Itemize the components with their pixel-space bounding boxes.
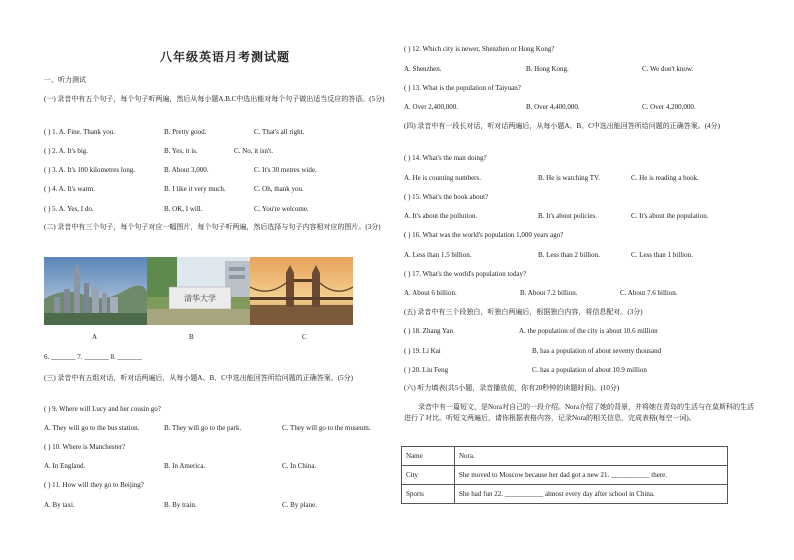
sign-text: 清华大学	[184, 294, 216, 303]
part3-instruction: (三) 录音中有五组对话，听对话两遍后，从每小题A、B、C中选出能回答所给问题的正确答案。(5分)	[44, 374, 353, 382]
caption-b: B	[189, 333, 194, 341]
nora-info-table	[401, 446, 728, 504]
row-value-sports: She had fun 22. ___________ almost every day after school in China.	[455, 485, 728, 504]
q12-option-b: B. Hong Kong.	[526, 65, 569, 73]
q15-stem: ( ) 15. What's the book about?	[404, 193, 489, 201]
caption-c: C	[302, 333, 307, 341]
part4-instruction: (四) 录音中有一段长对话，听对话两遍后，从每小题A、B、C中选出能回答所给问题的正确答案。(4分)	[404, 122, 720, 130]
q17-option-c: C. About 7.6 billion.	[620, 289, 678, 297]
q12-stem: ( ) 12. Which city is newer, Shenzhen or Hong Kong?	[404, 45, 555, 53]
q13-option-c: C. Over 4,200,000.	[642, 103, 696, 111]
row-value-city: She moved to Moscow because her dad got a new 21. ___________ there.	[455, 466, 728, 485]
match-option-a: A. the population of the city is about 10.6 million	[519, 327, 658, 335]
q16-option-a: A. Less than 1.5 billion.	[404, 251, 472, 259]
q2-option-c: C. No, it isn't.	[234, 147, 273, 155]
match-option-b: B. has a population of about seventy thousand	[532, 347, 662, 355]
row-label-sports: Sports	[402, 485, 455, 504]
q11-stem: ( ) 11. How will they go to Beijing?	[44, 481, 144, 489]
q4-stem: ( ) 4. A. It's warm.	[44, 185, 96, 193]
q19-name: ( ) 19. Li Kai	[404, 347, 441, 355]
table-row	[402, 447, 728, 466]
q11-option-a: A. By taxi.	[44, 501, 75, 509]
q14-option-c: C. He is reading a book.	[631, 174, 699, 182]
q16-option-b: B. Less than 2 billion.	[538, 251, 600, 259]
q5-stem: ( ) 5. A. Yes, I do.	[44, 205, 94, 213]
q14-option-a: A. He is counting numbers.	[404, 174, 481, 182]
q20-name: ( ) 20. Liu Feng	[404, 366, 449, 374]
q14-stem: ( ) 14. What's the man doing?	[404, 154, 487, 162]
q3-option-b: B. About 3,000.	[164, 166, 209, 174]
q12-option-a: A. Shenzhen.	[404, 65, 442, 73]
q10-option-c: C. In China.	[282, 462, 317, 470]
q11-option-c: C. By plane.	[282, 501, 317, 509]
q1-option-c: C. That's all right.	[254, 128, 305, 136]
q18-name: ( ) 18. Zhang Yan	[404, 327, 453, 335]
table-row	[402, 466, 728, 485]
match-option-c: C. has a population of about 10.9 million	[532, 366, 647, 374]
q12-option-c: C. We don't know.	[642, 65, 694, 73]
picture-c-tower-bridge	[250, 257, 353, 325]
part2-instruction: (二) 录音中有三个句子，每个句子对应一幅图片，每个句子听两遍，然后选择与句子内容相对应的图片。(3分)	[44, 223, 381, 231]
q15-option-b: B. It's about policies.	[538, 212, 598, 220]
caption-a: A	[92, 333, 98, 341]
q3-option-c: C. It's 30 metres wide.	[254, 166, 317, 174]
q9-option-b: B. They will go to the park.	[164, 424, 242, 432]
q15-option-a: A. It's about the pollution.	[404, 212, 478, 220]
q15-option-c: C. It's about the population.	[631, 212, 709, 220]
q9-option-a: A. They will go to the bus station.	[44, 424, 140, 432]
part6-instruction: (六) 听力填表(共5小题，录音播放前，你有20秒钟的读题时间)。(10分)	[404, 384, 620, 392]
q13-option-a: A. Over 2,400,000.	[404, 103, 459, 111]
q17-stem: ( ) 17. What's the world's population today?	[404, 270, 527, 278]
page-title: 八年级英语月考测试题	[160, 50, 291, 64]
q4-option-c: C. Oh, thank you.	[254, 185, 304, 193]
q11-option-b: B. By train.	[164, 501, 197, 509]
part5-instruction: (五) 录音中有三个段独白，听独白两遍后，根据独白内容，将信息配对。(3分)	[404, 308, 643, 316]
part1-instruction: (一) 录音中有五个句子，每个句子听两遍，然后从每小题A.B.C中选出能对每个句子做出适当反应的答语。(5分)	[44, 95, 385, 103]
q13-stem: ( ) 13. What is the population of Taiyuan?	[404, 84, 521, 92]
picture-b-university-sign	[147, 257, 250, 325]
q2-stem: ( ) 2. A. It's big.	[44, 147, 89, 155]
q16-option-c: C. Less than 1 billion.	[631, 251, 693, 259]
q17-option-b: B. About 7.2 billion.	[520, 289, 578, 297]
q16-stem: ( ) 16. What was the world's population 1,000 years ago?	[404, 231, 564, 239]
row-label-city: City	[402, 466, 455, 485]
q3-stem: ( ) 3. A. It's 100 kilometres long.	[44, 166, 136, 174]
picture-a-skyline	[44, 257, 147, 325]
q2-option-b: B. Yes, it is.	[164, 147, 198, 155]
q17-option-a: A. About 6 billion.	[404, 289, 457, 297]
q5-option-c: C. You're welcome.	[254, 205, 309, 213]
q10-option-a: A. In England.	[44, 462, 86, 470]
q5-option-b: B. OK, I will.	[164, 205, 203, 213]
table-row	[402, 485, 728, 504]
section-heading: 一、听力测试	[44, 76, 86, 84]
q10-stem: ( ) 10. Where is Manchester?	[44, 443, 126, 451]
q9-stem: ( ) 9. Where will Lucy and her cousin go?	[44, 405, 161, 413]
q4-option-b: B. I like it very much.	[164, 185, 226, 193]
q1-stem: ( ) 1. A. Fine. Thank you.	[44, 128, 116, 136]
q9-option-c: C. They will go to the museum.	[282, 424, 371, 432]
part6-passage: 录音中有一篇短文，是Nora对自己的一段介绍。Nora介绍了她的背景，并将她在青岛的生活与在莫斯科的生活进行了对比。听短文两遍后，请你根据表格内容，记录Nora的相关信息，完成表格(每空一词)。	[404, 403, 754, 422]
row-value-name: Nora.	[455, 447, 728, 466]
q13-option-b: B. Over 4,400,000.	[526, 103, 580, 111]
row-label-name: Name	[402, 447, 455, 466]
q10-option-b: B. In America.	[164, 462, 206, 470]
part2-answer-blanks: 6. _______ 7. _______ 8. _______	[44, 353, 142, 361]
q14-option-b: B. He is watching TV.	[538, 174, 600, 182]
q1-option-b: B. Pretty good.	[164, 128, 207, 136]
